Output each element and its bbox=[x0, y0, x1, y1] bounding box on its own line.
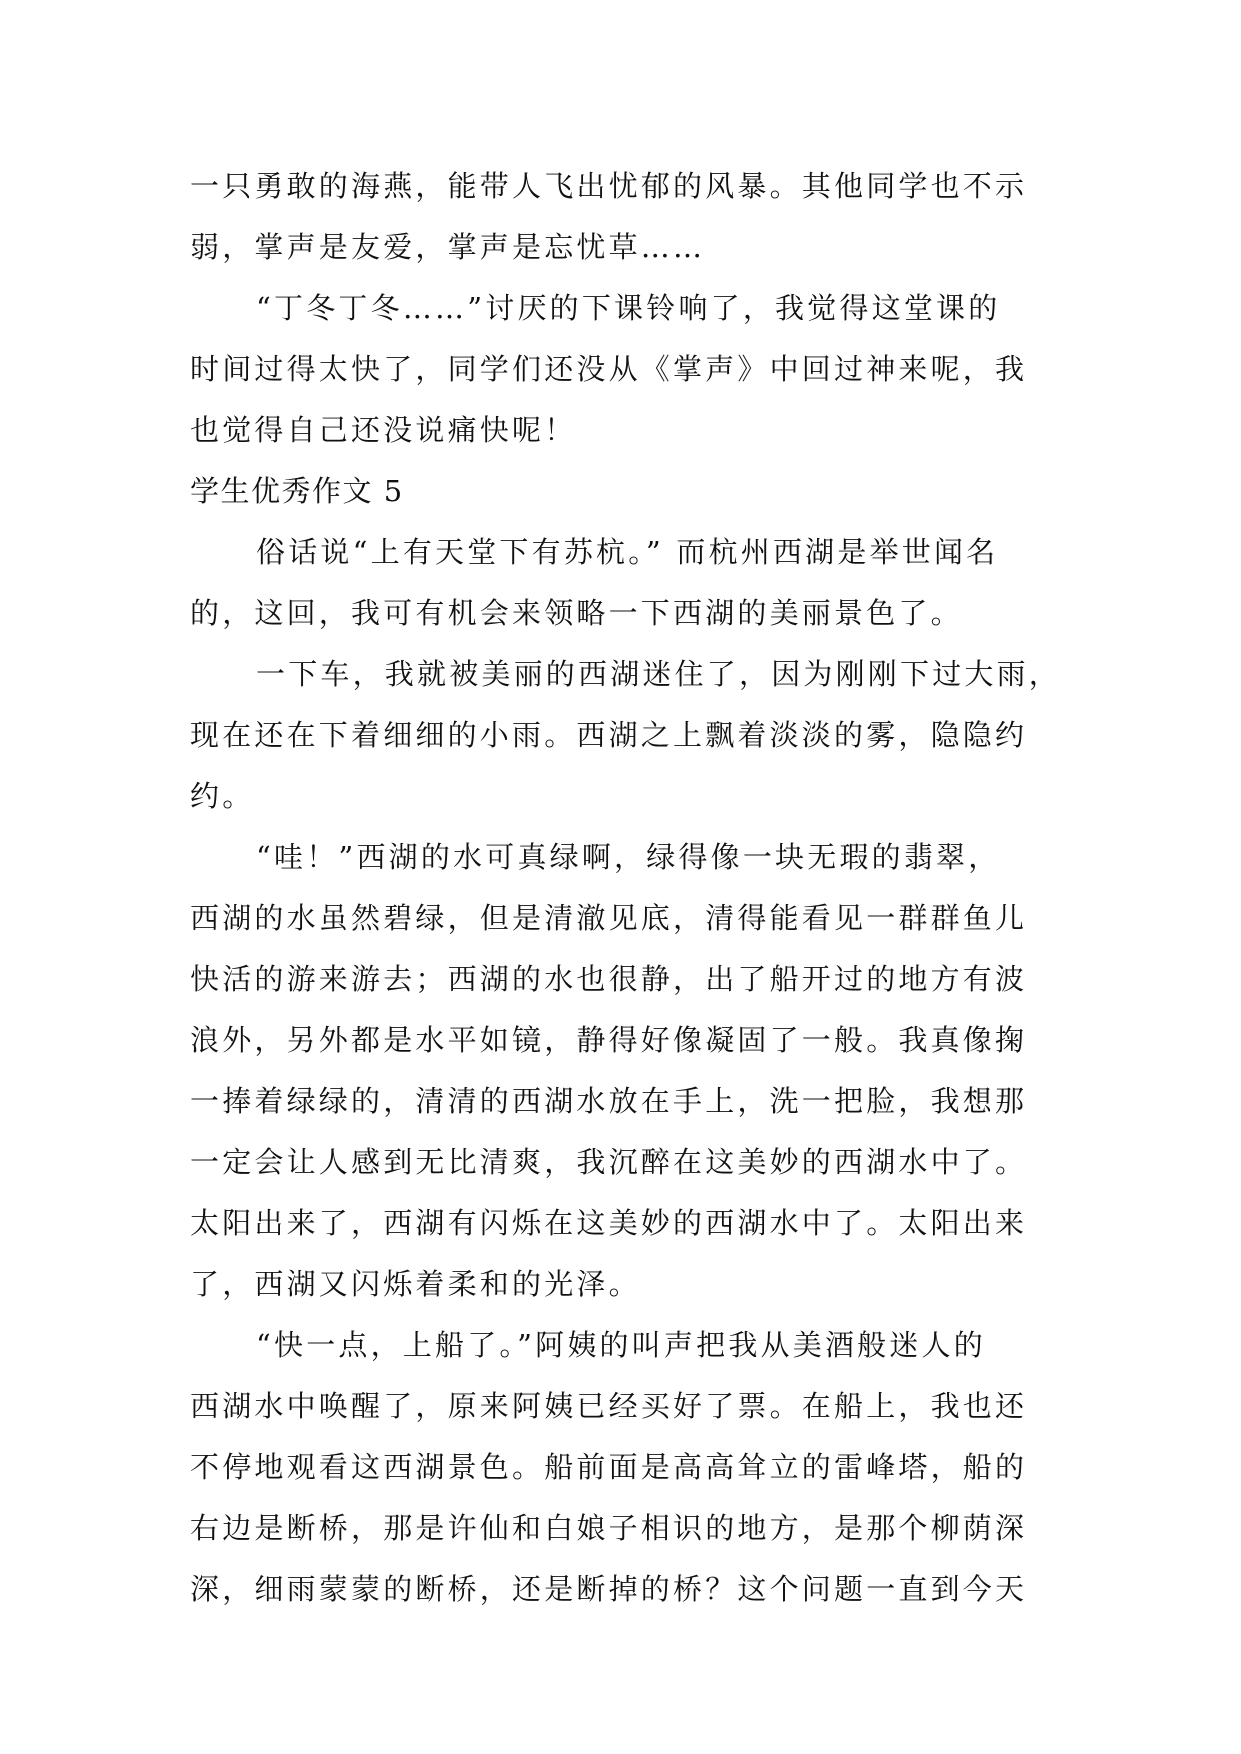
text-line: 西湖的水虽然碧绿，但是清澈见底，清得能看见一群群鱼儿 bbox=[190, 901, 1028, 935]
text-line: 不停地观看这西湖景色。船前面是高高耸立的雷峰塔，船的 bbox=[190, 1450, 1028, 1484]
text-line: “哇！”西湖的水可真绿啊，绿得像一块无瑕的翡翠， bbox=[256, 840, 1001, 874]
text-line: 了，西湖又闪烁着柔和的光泽。 bbox=[190, 1267, 641, 1301]
text-line: 现在还在下着细细的小雨。西湖之上飘着淡淡的雾，隐隐约 bbox=[190, 718, 1028, 752]
section-heading: 学生优秀作文 5 bbox=[190, 474, 404, 508]
text-line: 的，这回，我可有机会来领略一下西湖的美丽景色了。 bbox=[190, 596, 963, 630]
text-line: 深，细雨蒙蒙的断桥，还是断掉的桥？这个问题一直到今天 bbox=[190, 1572, 1028, 1606]
text-line: 一下车，我就被美丽的西湖迷住了，因为刚刚下过大雨， bbox=[256, 657, 1062, 691]
text-line: 太阳出来了，西湖有闪烁在这美妙的西湖水中了。太阳出来 bbox=[190, 1206, 1028, 1240]
text-line: 浪外，另外都是水平如镜，静得好像凝固了一般。我真像掬 bbox=[190, 1023, 1028, 1057]
text-line: “快一点，上船了。”阿姨的叫声把我从美酒般迷人的 bbox=[256, 1328, 986, 1362]
text-line: 快活的游来游去；西湖的水也很静，出了船开过的地方有波 bbox=[190, 962, 1028, 996]
text-line: 时间过得太快了，同学们还没从《掌声》中回过神来呢，我 bbox=[190, 352, 1028, 386]
text-line: “丁冬丁冬……”讨厌的下课铃响了，我觉得这堂课的 bbox=[256, 291, 1001, 325]
text-line: 一只勇敢的海燕，能带人飞出忧郁的风暴。其他同学也不示 bbox=[190, 169, 1028, 203]
text-line: 俗话说“上有天堂下有苏杭。” 而杭州西湖是举世闻名 bbox=[256, 535, 999, 569]
text-line: 一捧着绿绿的，清清的西湖水放在手上，洗一把脸，我想那 bbox=[190, 1084, 1028, 1118]
text-line: 也觉得自己还没说痛快呢！ bbox=[190, 413, 577, 447]
text-line: 弱，掌声是友爱，掌声是忘忧草…… bbox=[190, 230, 706, 264]
text-line: 右边是断桥，那是许仙和白娘子相识的地方，是那个柳荫深 bbox=[190, 1511, 1028, 1545]
text-line: 约。 bbox=[190, 779, 255, 813]
document-body bbox=[190, 156, 1070, 1620]
text-line: 西湖水中唤醒了，原来阿姨已经买好了票。在船上，我也还 bbox=[190, 1389, 1028, 1423]
text-line: 一定会让人感到无比清爽，我沉醉在这美妙的西湖水中了。 bbox=[190, 1145, 1028, 1179]
